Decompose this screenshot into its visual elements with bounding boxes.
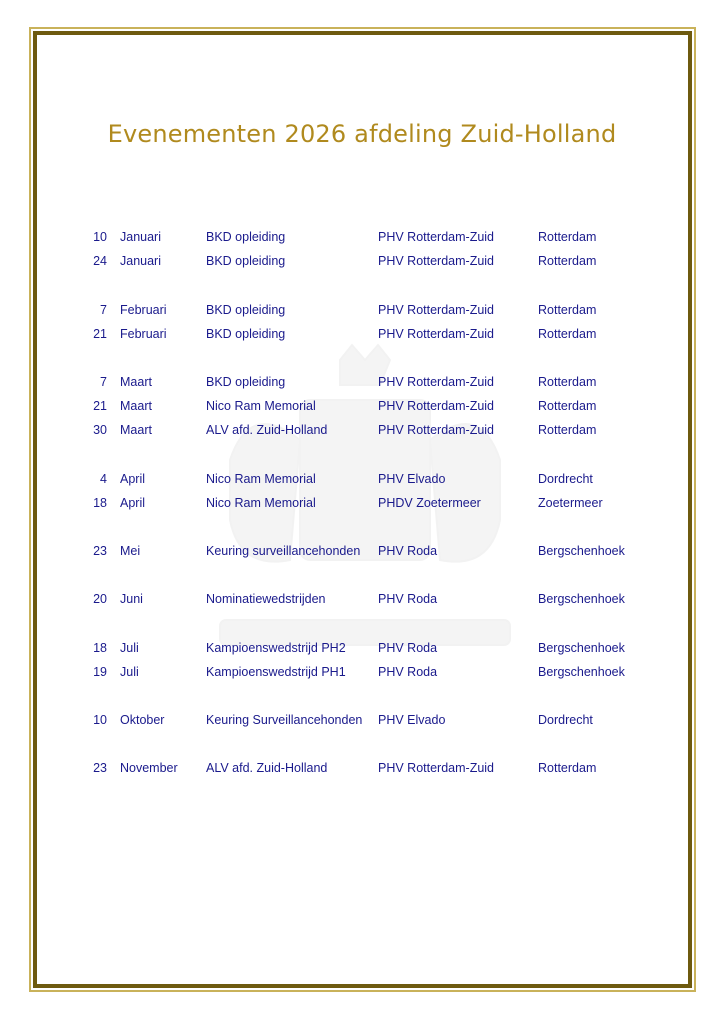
event-city: Bergschenhoek — [538, 665, 625, 679]
event-row — [0, 541, 724, 561]
event-month: Oktober — [120, 713, 165, 727]
event-name: ALV afd. Zuid-Holland — [206, 761, 328, 775]
event-club: PHV Roda — [378, 641, 438, 655]
event-row — [0, 324, 724, 344]
event-city: Bergschenhoek — [538, 592, 625, 606]
event-month: Maart — [120, 399, 152, 413]
event-city: Rotterdam — [538, 254, 597, 268]
event-month: Maart — [120, 423, 152, 437]
event-day: 10 — [93, 230, 107, 244]
event-row — [0, 227, 724, 247]
event-city: Bergschenhoek — [538, 544, 625, 558]
event-name: Kampioenswedstrijd PH1 — [206, 665, 346, 679]
event-city: Zoetermeer — [538, 496, 603, 510]
event-month: Maart — [120, 375, 152, 389]
event-name: BKD opleiding — [206, 230, 286, 244]
event-day: 30 — [93, 423, 107, 437]
page-title: Evenementen 2026 afdeling Zuid-Holland — [107, 120, 617, 148]
event-club: PHV Roda — [378, 544, 438, 558]
event-day: 4 — [100, 472, 107, 486]
event-name: BKD opleiding — [206, 327, 286, 341]
event-day: 7 — [100, 375, 107, 389]
event-club: PHV Rotterdam-Zuid — [378, 399, 495, 413]
event-day: 21 — [93, 327, 107, 341]
event-name: ALV afd. Zuid-Holland — [206, 423, 328, 437]
event-club: PHDV Zoetermeer — [378, 496, 481, 510]
event-club: PHV Rotterdam-Zuid — [378, 230, 495, 244]
event-month: Januari — [120, 230, 161, 244]
event-row — [0, 493, 724, 513]
event-club: PHV Rotterdam-Zuid — [378, 761, 495, 775]
event-month: April — [120, 496, 146, 510]
event-club: PHV Roda — [378, 592, 438, 606]
event-city: Rotterdam — [538, 303, 597, 317]
event-club: PHV Rotterdam-Zuid — [378, 303, 495, 317]
event-name: Nico Ram Memorial — [206, 496, 316, 510]
event-month: Februari — [120, 303, 167, 317]
event-club: PHV Rotterdam-Zuid — [378, 423, 495, 437]
event-day: 23 — [93, 761, 107, 775]
event-month: November — [120, 761, 178, 775]
event-club: PHV Elvado — [378, 472, 446, 486]
event-row — [0, 372, 724, 392]
event-name: Nominatiewedstrijden — [206, 592, 326, 606]
event-name: Nico Ram Memorial — [206, 399, 316, 413]
event-row — [0, 396, 724, 416]
event-club: PHV Rotterdam-Zuid — [378, 327, 495, 341]
event-club: PHV Rotterdam-Zuid — [378, 375, 495, 389]
event-name: Kampioenswedstrijd PH2 — [206, 641, 346, 655]
event-row — [0, 638, 724, 658]
event-city: Rotterdam — [538, 327, 597, 341]
event-month: Mei — [120, 544, 141, 558]
event-club: PHV Roda — [378, 665, 438, 679]
event-row — [0, 251, 724, 271]
event-city: Rotterdam — [538, 375, 597, 389]
event-row — [0, 469, 724, 489]
event-row — [0, 300, 724, 320]
event-day: 18 — [93, 496, 107, 510]
event-day: 18 — [93, 641, 107, 655]
event-city: Rotterdam — [538, 230, 597, 244]
event-row — [0, 662, 724, 682]
event-day: 20 — [93, 592, 107, 606]
event-month: Juni — [120, 592, 143, 606]
event-name: BKD opleiding — [206, 375, 286, 389]
event-row — [0, 589, 724, 609]
event-day: 7 — [100, 303, 107, 317]
event-month: Juli — [120, 665, 139, 679]
event-row — [0, 420, 724, 440]
event-day: 23 — [93, 544, 107, 558]
event-day: 19 — [93, 665, 107, 679]
event-row — [0, 758, 724, 778]
event-name: BKD opleiding — [206, 303, 286, 317]
event-name: Nico Ram Memorial — [206, 472, 316, 486]
event-name: Keuring Surveillancehonden — [206, 713, 363, 727]
event-city: Rotterdam — [538, 399, 597, 413]
event-club: PHV Rotterdam-Zuid — [378, 254, 495, 268]
event-city: Bergschenhoek — [538, 641, 625, 655]
event-name: BKD opleiding — [206, 254, 286, 268]
event-month: Januari — [120, 254, 161, 268]
event-city: Rotterdam — [538, 423, 597, 437]
event-day: 10 — [93, 713, 107, 727]
event-day: 21 — [93, 399, 107, 413]
event-city: Dordrecht — [538, 713, 593, 727]
event-name: Keuring surveillancehonden — [206, 544, 361, 558]
event-month: Juli — [120, 641, 139, 655]
event-month: Februari — [120, 327, 167, 341]
event-month: April — [120, 472, 146, 486]
event-club: PHV Elvado — [378, 713, 446, 727]
event-day: 24 — [93, 254, 107, 268]
event-city: Rotterdam — [538, 761, 597, 775]
event-city: Dordrecht — [538, 472, 593, 486]
event-row — [0, 710, 724, 730]
